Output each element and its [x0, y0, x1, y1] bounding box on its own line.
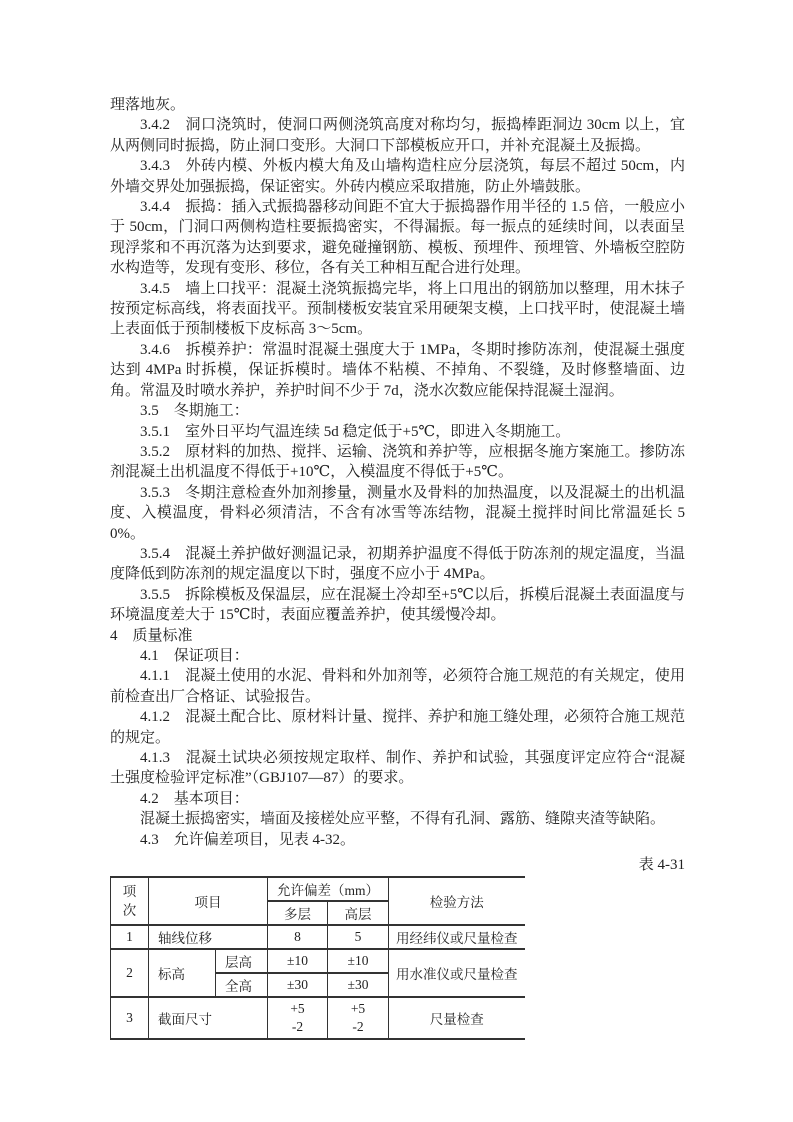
paragraph: 3.5.2 原材料的加热、搅拌、运输、浇筑和养护等，应根据冬施方案施工。掺防冻剂混凝土出机温度不得低于+10℃，入模温度不得低于+5℃。: [110, 443, 685, 481]
cell-high: [328, 997, 389, 1039]
paragraph: 4.1.2 混凝土配合比、原材料计量、搅拌、养护和施工缝处理，必须符合施工规范的规定。: [110, 709, 685, 746]
paragraph: 4.3 允许偏差项目，见表 4-32。: [140, 831, 355, 848]
cell-method: 用经纬仪或尺量检查: [389, 925, 525, 949]
cell-multi: [268, 997, 328, 1039]
cell-multi: 8: [268, 925, 328, 949]
paragraph: 3.5 冬期施工：: [140, 403, 249, 420]
paragraph: 4 质量标准: [110, 627, 193, 644]
cell-high-plus: +5: [350, 1001, 366, 1017]
paragraph: 混凝土振捣密实，墙面及接槎处应平整，不得有孔洞、露筋、缝隙夹渣等缺陷。: [140, 811, 666, 828]
table-row-axis: [111, 925, 525, 949]
cell-multi-plus: +5: [290, 1001, 305, 1017]
paragraph: 3.5.1 室外日平均气温连续 5d 稳定低于+5℃，即进入冬期施工。: [140, 423, 571, 440]
paragraph: 3.4.5 墙上口找平：混凝土浇筑振捣完毕，将上口甩出的钢筋加以整理，用木抹子按预定标高线，将表面找平。预制楼板安装宜采用硬架支模，上口找平时，使混凝土墙上表面低于预制楼板下皮标高 3～5cm。: [110, 280, 685, 338]
paragraph: 3.5.5 拆除模板及保温层，应在混凝土冷却至+5℃以后，拆模后混凝土表面温度与环境温度差大于 15℃时，表面应覆盖养护，使其缓慢冷却。: [110, 586, 685, 624]
paragraph: 4.1 保证项目：: [140, 647, 249, 664]
paragraph: 4.1.3 混凝土试块必须按规定取样、制作、养护和试验，其强度评定应符合“混凝土强度检验评定标准”（GBJ107—87）的要求。: [110, 750, 685, 787]
cell-method: 尺量检查: [389, 997, 525, 1039]
cell-item: 截面尺寸: [149, 997, 268, 1039]
cell-no: 3: [111, 997, 149, 1039]
header-item-no-bottom: 次: [122, 903, 137, 919]
header-item: 项目: [149, 877, 268, 925]
cell-item: 轴线位移: [149, 925, 268, 949]
header-multi-storey: 多层: [268, 901, 328, 925]
allowed-deviation-table: [110, 876, 525, 1040]
cell-sub-label: 层高: [216, 949, 268, 973]
cell-method: 用水准仪或尺量检查: [389, 949, 525, 997]
paragraph: 3.4.3 外砖内模、外板内模大角及山墙构造柱应分层浇筑，每层不超过 50cm，内外墙交界处加强振捣，保证密实。外砖内模应采取措施，防止外墙鼓胀。: [110, 158, 685, 195]
header-allowed-deviation: 允许偏差（mm）: [268, 877, 389, 901]
header-item-no-top: 项: [122, 884, 137, 900]
cell-high-minus: -2: [352, 1019, 364, 1035]
cell-item: 标高: [149, 949, 216, 997]
paragraph: 4.2 基本项目：: [140, 790, 249, 807]
paragraph: 3.4.6 拆模养护：常温时混凝土强度大于 1MPa，冬期时掺防冻剂，使混凝土强度达到 4MPa 时拆模，保证拆模时。墙体不粘模、不掉角、不裂缝，及时修整墙面、边角。常温及时喷水养护，养护时间不少于 7d，浇水次数应能保持混凝土湿润。: [110, 341, 685, 399]
cell-high: 5: [328, 925, 389, 949]
cell-sub-label: 全高: [216, 973, 268, 997]
paragraph: 3.5.3 冬期注意检查外加剂掺量，测量水及骨料的加热温度，以及混凝土的出机温度、入模温度，骨料必须清洁，不含有冰雪等冻结物，混凝土搅拌时间比常温延长 50%。: [110, 484, 685, 542]
document-body: [110, 95, 685, 1040]
cell-high: ±30: [328, 973, 389, 997]
paragraph-container: [110, 95, 685, 850]
cell-no: 1: [111, 925, 149, 949]
table-row-section-size: [111, 997, 525, 1039]
cell-multi-minus: -2: [291, 1019, 304, 1035]
paragraph: 3.5.4 混凝土养护做好测温记录，初期养护温度不得低于防冻剂的规定温度，当温度降低到防冻剂的规定温度以下时，强度不应小于 4MPa。: [110, 545, 685, 583]
paragraph: 理落地灰。: [110, 97, 186, 113]
paragraph: 3.4.2 洞口浇筑时，使洞口两侧浇筑高度对称均匀，振捣棒距洞边 30cm 以上，宜从两侧同时振捣，防止洞口变形。大洞口下部模板应开口，并补充混凝土及振捣。: [110, 117, 685, 154]
table-row-elevation-storey: [111, 949, 525, 973]
paragraph: 4.1.1 混凝土使用的水泥、骨料和外加剂等，必须符合施工规范的有关规定，使用前检查出厂合格证、试验报告。: [110, 668, 685, 705]
cell-no: 2: [111, 949, 149, 997]
cell-multi: ±10: [268, 949, 328, 973]
paragraph: 3.4.4 振捣：插入式振捣器移动间距不宜大于振捣器作用半径的 1.5 倍，一般应小于 50cm，门洞口两侧构造柱要振捣密实，不得漏振。每一振点的延续时间，以表面呈现浮浆和不再沉落为达到要求，避免碰撞钢筋、模板、预埋件、预埋管、外墙板空腔防水构造等，发现有变形、移位，各有关工种相互配合进行处理。: [110, 199, 685, 277]
cell-high: ±10: [328, 949, 389, 973]
header-item-no: [111, 877, 149, 925]
header-high-rise: 高层: [328, 901, 389, 925]
cell-multi: ±30: [268, 973, 328, 997]
table-caption: 表 4-31: [638, 857, 685, 874]
table-header-row-1: [111, 877, 525, 901]
header-inspection-method: 检验方法: [389, 877, 525, 925]
